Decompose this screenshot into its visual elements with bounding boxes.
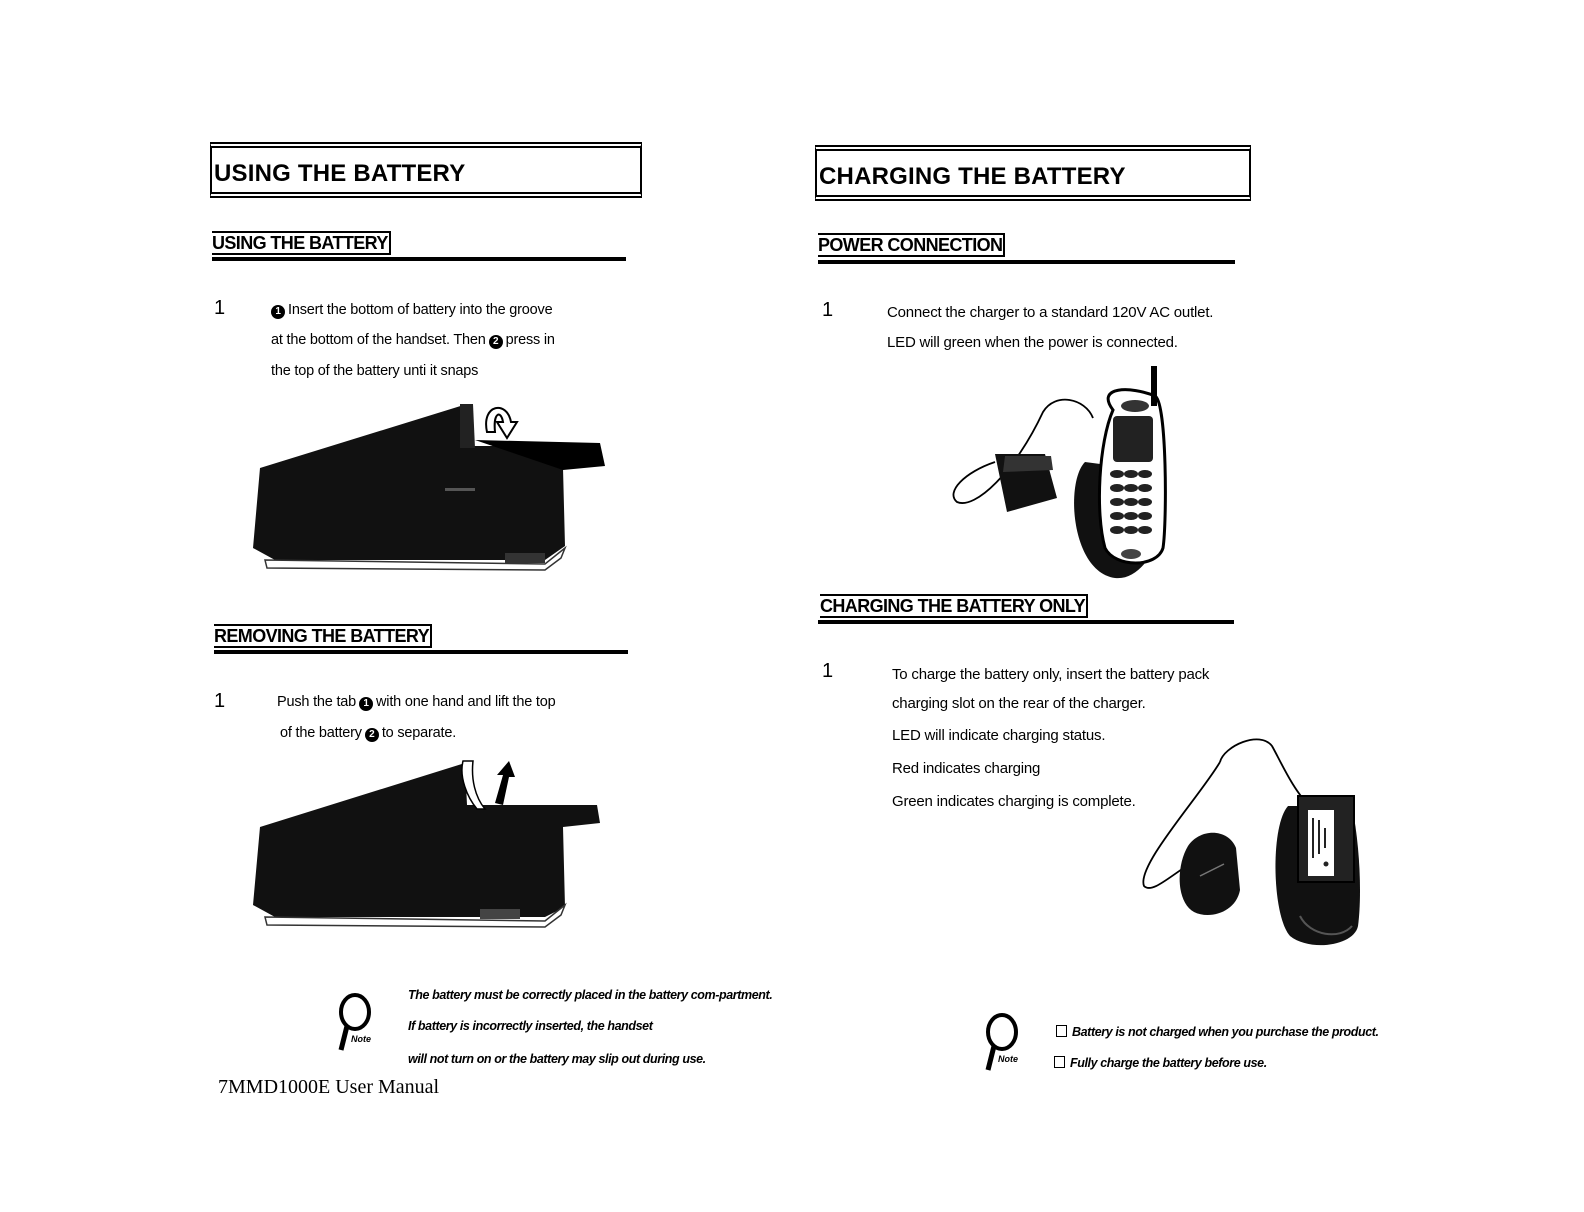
svg-text:Note: Note	[351, 1034, 371, 1044]
charging-only-rule	[818, 620, 1234, 624]
charging-line-1: To charge the battery only, insert the battery pack	[892, 666, 1210, 683]
power-line-2: LED will green when the power is connected.	[887, 334, 1178, 351]
removing-step-number: 1	[214, 690, 226, 712]
checkbox-icon	[1054, 1056, 1065, 1068]
charging-line-4: Red indicates charging	[892, 760, 1041, 777]
svg-text:Note: Note	[998, 1054, 1018, 1064]
right-note-line-1: Battery is not charged when you purchase the product.	[1056, 1025, 1379, 1039]
checkbox-icon	[1056, 1025, 1067, 1037]
using-step-line-1: 1 Insert the bottom of battery into the groove	[268, 302, 552, 319]
left-note-line-3: will not turn on or the battery may slip out during use.	[408, 1052, 706, 1066]
left-note-line-2: If battery is incorrectly inserted, the handset	[408, 1019, 653, 1033]
power-connection-heading: POWER CONNECTION	[818, 233, 1005, 257]
using-step-line-3: the top of the battery unti it snaps	[271, 363, 479, 379]
power-step-number: 1	[822, 299, 834, 321]
removing-battery-rule	[214, 650, 628, 654]
marker-two-icon: 2	[489, 335, 503, 349]
charging-step-number: 1	[822, 660, 834, 682]
left-page-title: USING THE BATTERY	[214, 160, 466, 187]
phone-charger-illustration	[945, 362, 1185, 587]
left-title-box	[210, 142, 642, 198]
removing-step-line-1: Push the tab 1 with one hand and lift the top	[277, 694, 556, 710]
battery-insert-illustration	[245, 398, 615, 578]
charging-line-2: charging slot on the rear of the charger.	[892, 695, 1146, 712]
battery-charger-illustration	[1140, 736, 1380, 961]
right-note-line-2: Fully charge the battery before use.	[1054, 1056, 1267, 1070]
battery-remove-illustration	[245, 757, 615, 932]
marker-two-icon: 2	[365, 728, 379, 742]
charging-line-5: Green indicates charging is complete.	[892, 793, 1136, 810]
power-line-1: Connect the charger to a standard 120V AC outlet.	[887, 304, 1214, 321]
note-icon	[980, 1012, 1024, 1076]
using-battery-heading: USING THE BATTERY	[212, 231, 391, 255]
marker-one-icon: 1	[359, 697, 373, 711]
right-title-box	[815, 145, 1251, 201]
left-note-line-1: The battery must be correctly placed in the battery com-partment.	[408, 988, 773, 1002]
power-connection-rule	[818, 260, 1235, 264]
removing-step-line-2: of the battery 2 to separate.	[280, 725, 457, 741]
using-battery-rule	[212, 257, 626, 261]
charging-line-3: LED will indicate charging status.	[892, 727, 1106, 744]
note-icon	[333, 992, 377, 1056]
charging-only-heading: CHARGING THE BATTERY ONLY	[820, 594, 1088, 618]
footer-manual-label: 7MMD1000E User Manual	[218, 1076, 440, 1098]
using-step-number: 1	[214, 297, 226, 319]
right-page-title: CHARGING THE BATTERY	[819, 163, 1126, 190]
marker-one-icon: 1	[271, 305, 285, 319]
removing-battery-heading: REMOVING THE BATTERY	[214, 624, 432, 648]
using-step-line-2: at the bottom of the handset. Then 2 press in	[271, 332, 555, 348]
